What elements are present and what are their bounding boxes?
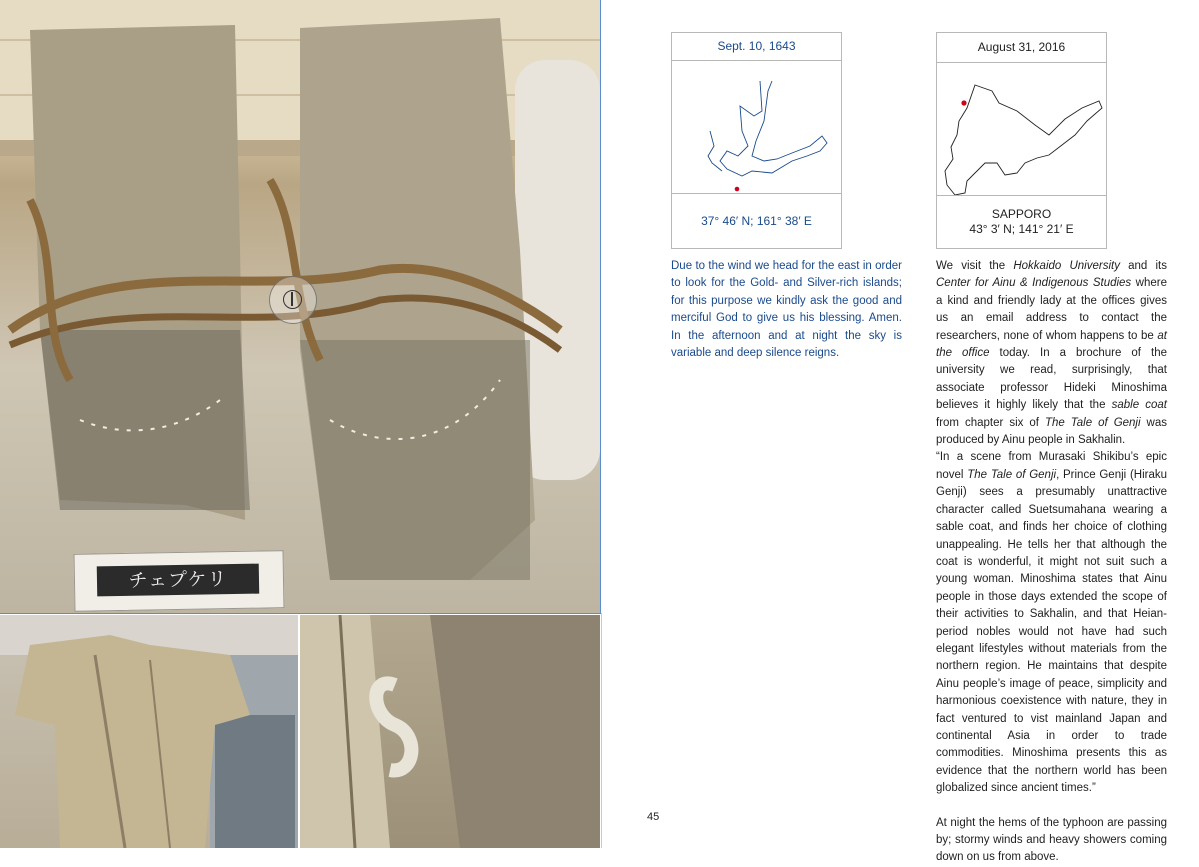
photo-fish-skin-detail: [300, 615, 600, 848]
page-gutter: [601, 613, 602, 848]
map-date-2016: August 31, 2016: [937, 33, 1106, 63]
sapporo-marker: [961, 100, 966, 105]
location-marker: [735, 187, 740, 192]
travel-report-text: [936, 258, 1167, 867]
photo-divider-horizontal: [0, 613, 601, 614]
coastline-map-1643: [672, 61, 841, 195]
photo-salmon-skin-boots: [0, 0, 600, 613]
page-number: 45: [647, 811, 660, 823]
exhibit-label-card: [74, 550, 285, 612]
logbook-entry-text: Due to the wind we head for the east in order to look for the Gold- and Silver-rich islands; for this purpose we kindly ask the good and merciful God to give us his blessing. Amen. In the afternoon and at night the sky is variable and deep silence reigns.: [671, 260, 902, 360]
map-date-1643: Sept. 10, 1643: [672, 33, 841, 61]
photo-divider-vertical: [600, 0, 601, 613]
hokkaido-map: [937, 63, 1106, 196]
photo-fish-skin-coat: [0, 615, 298, 848]
map-coords-2016: 43° 3′ N; 141° 21′ E: [969, 222, 1074, 236]
report-paragraph-2: “In a scene from Murasaki Shikibu’s epic novel The Tale of Genji, Prince Genji (Hiraku Genji) sees a presumably unattractive character called Suetsumahana wearing a sable coat, and finds her choice of clothing unappealing. He tells her that although the coat is wonderful, it might not suit such a young woman. Minoshima states that Ainu people in those days extended the scope of their activities to Sakhalin, and that Heian-period nobles would not have had such elegant lifestyles without materials from the northern region. He maintains that despite Ainu people’s image of peace, simplicity and harmonious coexistence with nature, they in fact ventured to vist mainland Japan and continental Asia in order to trade commodities. Minoshima presents this as evidence that the northern world has been globalized since ancient times.”: [936, 451, 1168, 795]
map-box-2016: [936, 32, 1107, 249]
map-coords-1643: 37° 46′ N; 161° 38′ E: [672, 193, 841, 248]
map-place-2016: SAPPORO: [991, 207, 1052, 221]
detail-illustration: [300, 615, 600, 848]
map-box-1643: [671, 32, 842, 249]
report-paragraph-1: We visit the Hokkaido University and its Center for Ainu & Indigenous Studies where a kind and friendly lady at the offices gives us an email address to contact the researchers, none of whom happens to be at the office today. In a brochure of the university we read, surprisingly, that associate professor Hideki Minoshima believes it highly likely that the sable coat from chapter six of The Tale of Genji was produced by Ainu people in Sakhalin.: [936, 260, 1168, 447]
report-paragraph-3: At night the hems of the typhoon are passing by; stormy winds and heavy showers coming down on us from above.: [936, 816, 1167, 864]
exhibit-label-text: チェプケリ: [97, 564, 259, 597]
map-caption-2016: [937, 195, 1106, 248]
coat-illustration: [0, 615, 298, 848]
zoom-icon[interactable]: [269, 276, 317, 324]
